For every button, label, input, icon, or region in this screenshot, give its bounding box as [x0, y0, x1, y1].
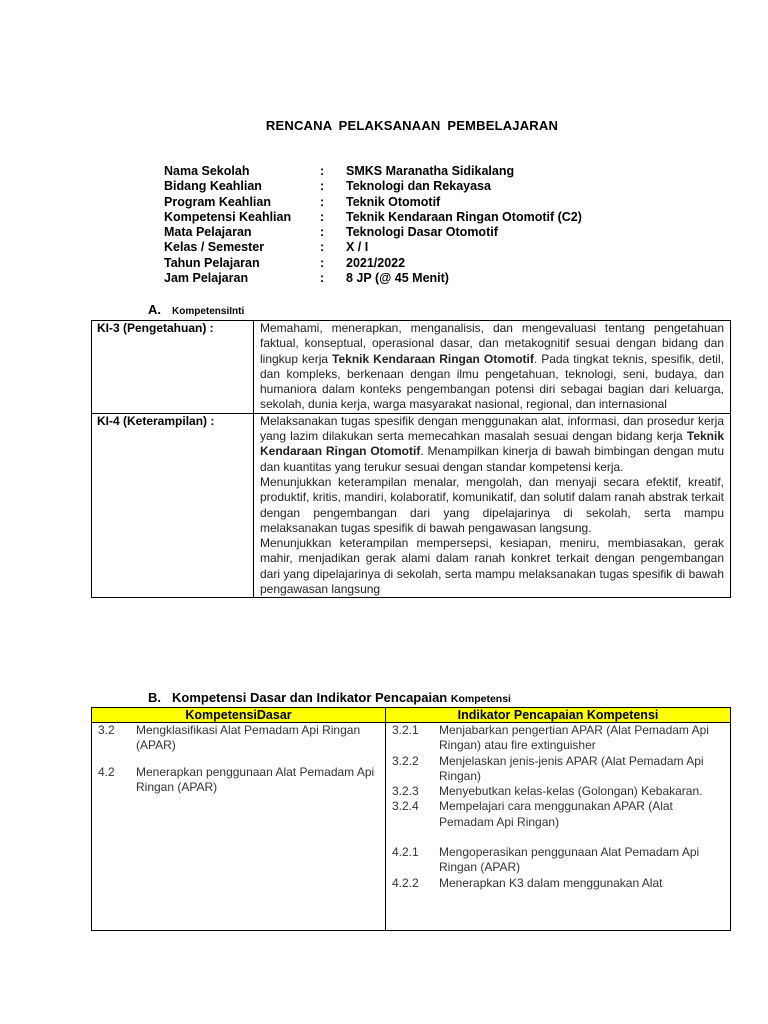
kd-item: [92, 723, 385, 754]
info-label: Jam Pelajaran: [164, 271, 249, 286]
ki-text: Menunjukkan keterampilan menalar, mengolah, dan menyaji secara efektif, kreatif, produktif, kritis, mandiri, kolaboratif, komunikatif, dan solutif dalam ranah abstrak terkait dengan pengembangan dari yang dipelajarinya di sekolah, serta mampu melaksanakan tugas spesifik di bawah pengawasan langsung.: [260, 474, 724, 535]
indicator-number: 3.2.1: [392, 723, 419, 737]
identity-block: [164, 164, 582, 286]
info-colon: :: [320, 255, 325, 270]
info-colon: :: [320, 240, 325, 255]
kd-cell: [92, 723, 386, 931]
indicator-number: 3.2.4: [392, 799, 419, 814]
info-row: [164, 210, 582, 225]
info-colon: :: [320, 164, 325, 178]
header-indikator: Indikator Pencapaian Kompetensi: [386, 708, 731, 723]
indicator-item: [386, 845, 730, 876]
ki-paragraph: [260, 321, 724, 413]
kd-item: [92, 765, 385, 796]
basic-competency-table: [91, 707, 731, 931]
indicator-text: Menjabarkan pengertian APAR (Alat Pemadam Api Ringan) atau fire extinguisher: [439, 723, 709, 753]
indicator-text: Mengoperasikan penggunaan Alat Pemadam Api Ringan (APAR): [439, 845, 700, 875]
info-value: Teknik Otomotif: [346, 194, 441, 209]
kd-number: 3.2: [98, 723, 115, 737]
indicator-item: [386, 799, 730, 830]
indicator-number: 4.2.1: [392, 845, 419, 860]
info-row: [164, 179, 582, 194]
document-title: RENCANA PELAKSANAAN PEMBELAJARAN: [265, 118, 559, 133]
indicator-number: 3.2.3: [392, 784, 419, 799]
ki-text: Melaksanakan tugas spesifik dengan menggunakan alat, informasi, dan prosedur kerja yang lazim dilakukan serta memecahkan masalah sesuai dengan bidang kerja: [260, 413, 724, 444]
info-label: Kelas / Semester: [164, 240, 265, 255]
indicator-item: [386, 876, 730, 891]
info-label: Tahun Pelajaran: [164, 255, 260, 270]
kd-text: Menerapkan penggunaan Alat Pemadam Api Ringan (APAR): [136, 764, 375, 794]
indicator-item: [386, 784, 730, 799]
info-value: Teknik Kendaraan Ringan Otomotif (C2): [346, 209, 582, 224]
ki-text: Memahami, menerapkan, menganalisis, dan mengevaluasi tentang pengetahuan faktual, konseptual, operasional dasar, dan metakognitif sesuai dengan bidang dan lingkup kerja: [260, 321, 724, 366]
section-b-title: Kompetensi Dasar dan Indikator Pencapaian: [172, 690, 448, 705]
ki-text: . Pada tingkat teknis, spesifik, detil, dan kompleks, berkenaan dengan ilmu pengetahuan, teknologi, seni, budaya, dan humaniora dalam konteks pengembangan potensi diri sebagai bagian dari keluarga, sekolah, dunia kerja, warga masyarakat nasional, regional, dan internasional: [260, 351, 724, 412]
section-b-heading: [148, 690, 511, 705]
indicator-cell: [386, 723, 731, 931]
ki-row: [92, 413, 731, 598]
core-competency-table: [91, 320, 731, 598]
info-row: [164, 164, 582, 179]
kd-number: 4.2: [98, 764, 115, 779]
ki-paragraph: [260, 475, 724, 536]
kd-text: Mengklasifikasi Alat Pemadam Api Ringan (APAR): [136, 723, 361, 753]
ki-text: . Menampilkan kinerja di bawah bimbingan dengan mutu dan kuantitas yang terukur sesuai dengan standar kompetensi kerja.: [260, 444, 725, 474]
info-value: Teknologi Dasar Otomotif: [346, 225, 498, 240]
section-b-letter: B.: [148, 690, 161, 705]
info-row: [164, 271, 582, 286]
ki-paragraph: [260, 414, 724, 475]
indicator-number: 4.2.2: [392, 875, 419, 890]
ki-label: KI-4 (Keterampilan) :: [92, 413, 254, 598]
info-row: [164, 195, 582, 210]
ki-description: [254, 321, 731, 414]
ki-emphasis: Teknik Kendaraan Ringan Otomotif: [260, 429, 724, 459]
section-b-title-suffix: Kompetensi: [450, 693, 511, 705]
info-colon: :: [320, 271, 325, 286]
ki-text: Menunjukkan keterampilan mempersepsi, kesiapan, meniru, membiasakan, gerak mahir, menjadikan gerak alami dalam ranah konkret terkait dengan pengembangan dari yang dipelajarinya di sekolah, serta mampu melaksanakan tugas spesifik di bawah pengawasan langsung: [260, 536, 724, 597]
ki-label: KI-3 (Pengetahuan) :: [92, 321, 254, 414]
indicator-number: 3.2.2: [392, 753, 419, 768]
info-row: [164, 256, 582, 271]
info-colon: :: [320, 209, 325, 224]
ki-description: [254, 413, 731, 598]
indicator-item: [386, 723, 730, 754]
info-value: 8 JP (@ 45 Menit): [346, 271, 449, 286]
info-row: [164, 240, 582, 255]
section-a-title: KompetensiInti: [172, 306, 245, 317]
indicator-text: Menerapkan K3 dalam menggunakan Alat: [439, 875, 663, 890]
info-label: Bidang Keahlian: [164, 179, 262, 194]
info-label: Kompetensi Keahlian: [164, 209, 292, 224]
info-row: [164, 225, 582, 240]
info-colon: :: [320, 225, 325, 240]
section-a-letter: A.: [148, 302, 161, 317]
info-value: 2021/2022: [346, 255, 406, 270]
indicator-item: [386, 754, 730, 785]
indicator-text: Menjelaskan jenis-jenis APAR (Alat Pemadam Api Ringan): [439, 753, 704, 783]
info-value: Teknologi dan Rekayasa: [346, 179, 491, 194]
ki-paragraph: [260, 536, 724, 597]
info-value: SMKS Maranatha Sidikalang: [346, 164, 515, 178]
info-colon: :: [320, 179, 325, 194]
info-colon: :: [320, 194, 325, 209]
ki-row: [92, 321, 731, 414]
ki-emphasis: Teknik Kendaraan Ringan Otomotif: [332, 351, 534, 366]
info-label: Mata Pelajaran: [164, 225, 252, 240]
section-a-heading: [148, 302, 244, 317]
indicator-text: Mempelajari cara menggunakan APAR (Alat Pemadam Api Ringan): [439, 799, 673, 829]
header-kompetensi-dasar: KompetensiDasar: [92, 708, 386, 723]
info-value: X / I: [346, 240, 369, 255]
info-label: Nama Sekolah: [164, 164, 250, 178]
indicator-text: Menyebutkan kelas-kelas (Golongan) Kebakaran.: [439, 784, 703, 799]
info-label: Program Keahlian: [164, 194, 271, 209]
